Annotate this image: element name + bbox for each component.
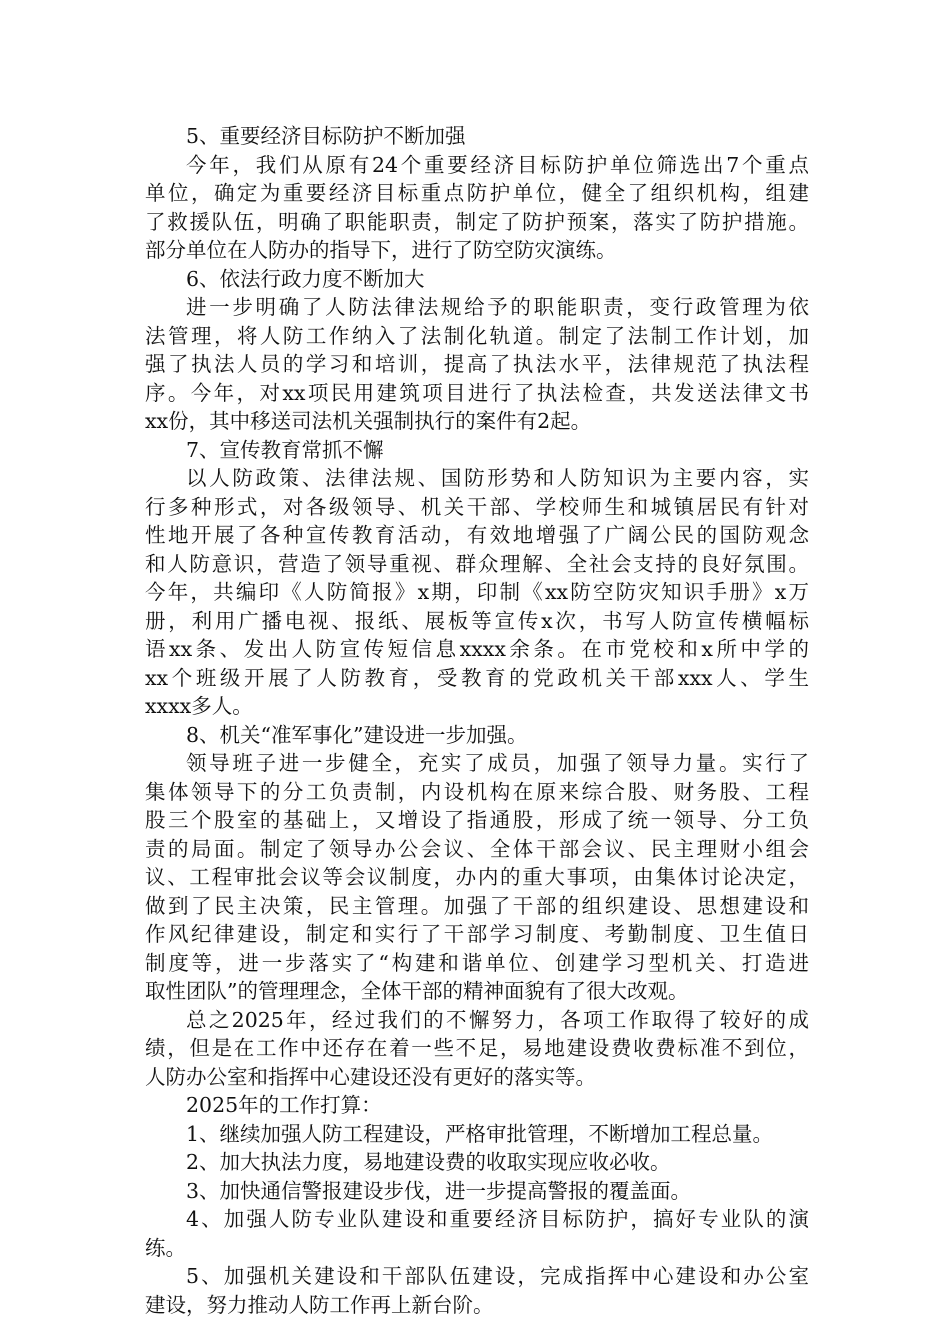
text-line: 练。 [145,1235,186,1260]
text-line: 8、机关“准军事化”建设进一步加强。 [186,722,528,747]
text-line: 责的局面。制定了领导办公会议、全体干部会议、民主理财小组会 [145,836,809,861]
text-line: 制度等，进一步落实了“构建和谐单位、创建学习型机关、打造进 [145,950,809,975]
text-line: 建设，努力推动人防工作再上新台阶。 [145,1292,494,1317]
text-line: 4、加强人防专业队建设和重要经济目标防护，搞好专业队的演 [186,1207,809,1231]
text-line: 绩，但是在工作中还存在着一些不足，易地建设费收费标准不到位， [145,1036,809,1060]
text-line: 序。今年，对xx项民用建筑项目进行了执法检查，共发送法律文书 [145,380,809,405]
text-line: 议、工程审批会议等会议制度，办内的重大事项，由集体讨论决定， [145,865,809,889]
text-line: xx份，其中移送司法机关强制执行的案件有2起。 [145,409,592,433]
text-line: 7、宣传教育常抓不懈 [186,437,384,462]
text-line: xxxx多人。 [145,694,253,718]
text-line: 5、重要经济目标防护不断加强 [186,124,466,148]
text-line: xx个班级开展了人防教育，受教育的党政机关干部xxx人、学生 [145,665,809,690]
text-line: 做到了民主决策，民主管理。加强了干部的组织建设、思想建设和 [145,893,809,918]
document-body [145,122,809,1319]
text-line: 作风纪律建设，制定和实行了干部学习制度、考勤制度、卫生值日 [145,922,809,946]
text-line: 1、继续加强人防工程建设，严格审批管理，不断增加工程总量。 [186,1121,774,1146]
text-line: 和人防意识，营造了领导重视、群众理解、全社会支持的良好氛围。 [145,551,809,576]
text-line: 人防办公室和指挥中心建设还没有更好的落实等。 [145,1064,596,1089]
text-line: 今年，共编印《人防简报》x期，印制《xx防空防灾知识手册》x万 [145,580,809,604]
text-line: 取性团队”的管理理念，全体干部的精神面貌有了很大改观。 [145,979,689,1003]
text-line: 集体领导下的分工负责制，内设机构在原来综合股、财务股、工程 [145,779,809,804]
text-line: 6、依法行政力度不断加大 [186,266,425,291]
text-line: 强了执法人员的学习和培训，提高了执法水平，法律规范了执法程 [145,352,809,376]
text-line: 进一步明确了人防法律法规给予的职能职责，变行政管理为依 [186,295,809,319]
text-line: 部分单位在人防办的指导下，进行了防空防灾演练。 [145,238,617,262]
text-line: 5、加强机关建设和干部队伍建设，完成指挥中心建设和办公室 [186,1264,809,1288]
text-line: 2、加大执法力度，易地建设费的收取实现应收必收。 [186,1150,671,1174]
text-line: 以人防政策、法律法规、国防形势和人防知识为主要内容，实 [186,466,809,490]
text-line: 今年，我们从原有24个重要经济目标防护单位筛选出7个重点 [186,152,809,177]
text-line: 2025年的工作打算： [186,1093,382,1117]
text-line: 单位，确定为重要经济目标重点防护单位，健全了组织机构，组建 [145,181,809,205]
text-line: 册，利用广播电视、报纸、展板等宣传x次，书写人防宣传横幅标 [145,608,809,633]
text-line: 股三个股室的基础上，又增设了指通股，形成了统一领导、分工负 [145,808,809,832]
text-line: 性地开展了各种宣传教育活动，有效地增强了广阔公民的国防观念 [145,523,809,547]
text-line: 了救援队伍，明确了职能职责，制定了防护预案，落实了防护措施。 [145,209,809,234]
text-line: 法管理，将人防工作纳入了法制化轨道。制定了法制工作计划，加 [145,323,809,348]
text-line: 行多种形式，对各级领导、机关干部、学校师生和城镇居民有针对 [145,494,809,519]
text-line: 总之2025年，经过我们的不懈努力，各项工作取得了较好的成 [186,1007,809,1032]
text-line: 3、加快通信警报建设步伐，进一步提高警报的覆盖面。 [186,1178,692,1203]
text-line: 领导班子进一步健全，充实了成员，加强了领导力量。实行了 [186,751,809,775]
text-line: 语xx条、发出人防宣传短信息xxxx余条。在市党校和x所中学的 [145,637,809,661]
